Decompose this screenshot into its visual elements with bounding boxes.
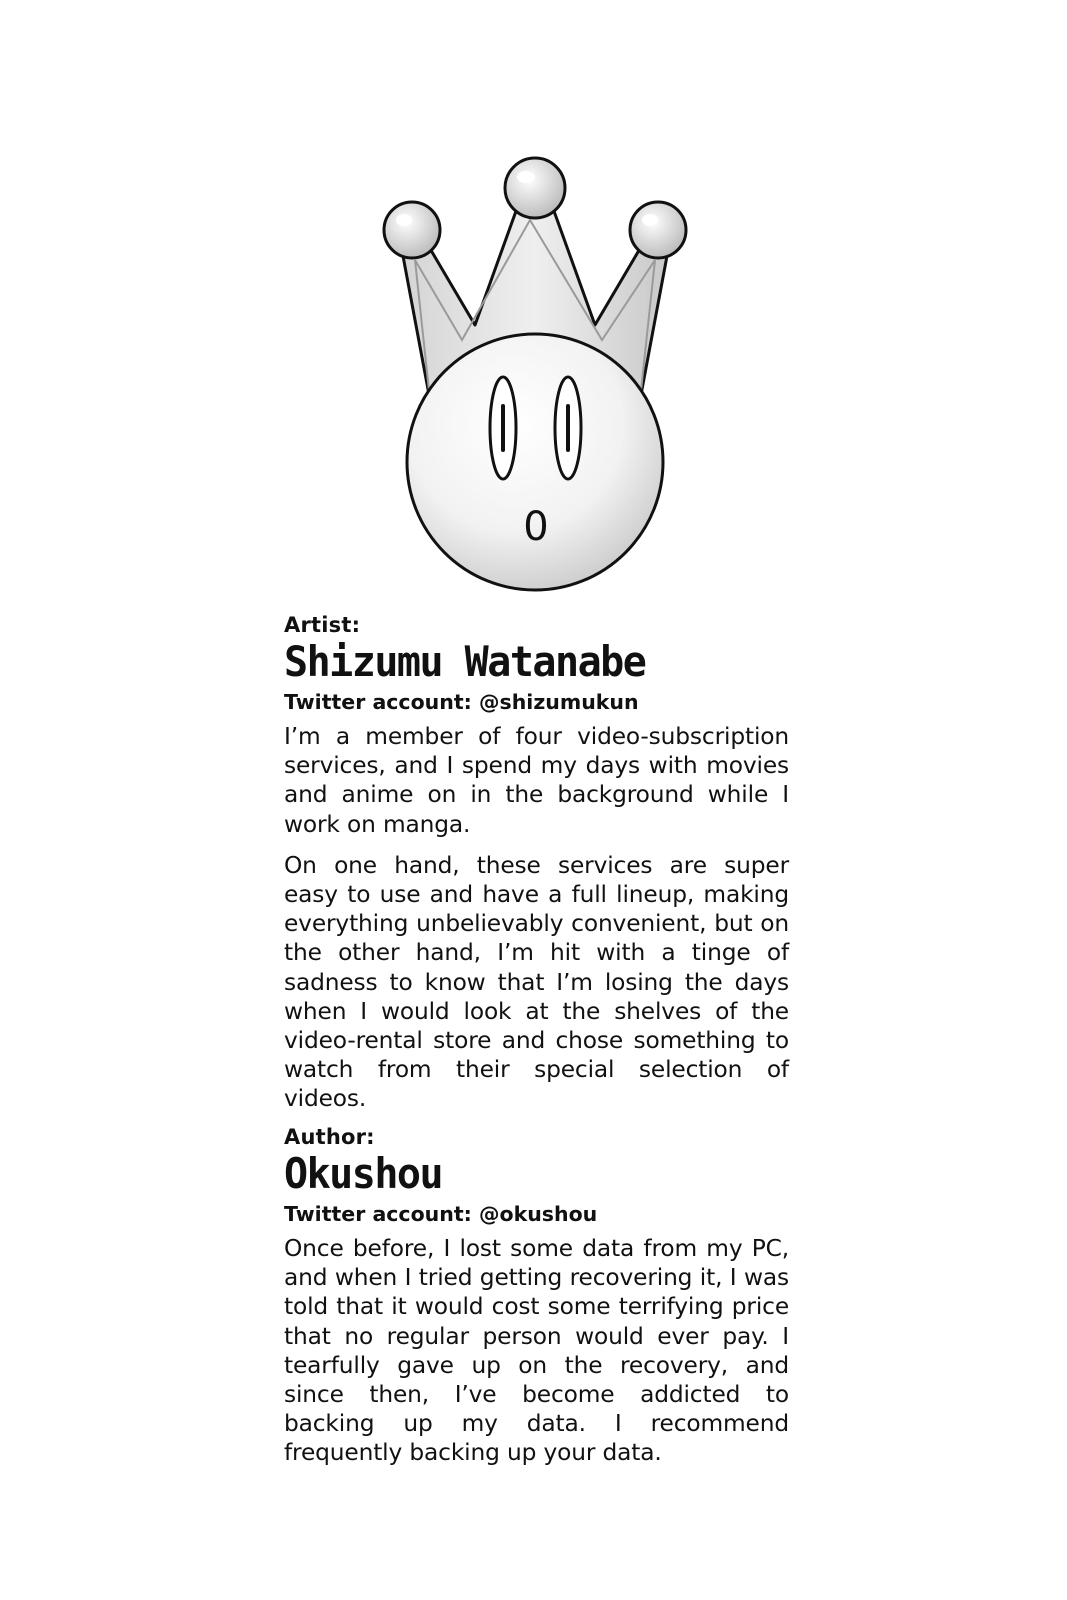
artist-paragraph: On one hand, these services are super easy to use and have a full lineup, making everything unbelievably convenient, but on the other hand, I’m hit with a tinge of sadness to know that I’m losing the days when I would look at the shelves of the video-rental store and chose something to watch from their special selection of videos. bbox=[284, 851, 789, 1113]
artist-name: Shizumu Watanabe bbox=[284, 638, 646, 687]
artist-paragraph: I’m a member of four video-subscription services, and I spend my days with movies and anime on in the background while I work on manga. bbox=[284, 723, 789, 838]
author-section bbox=[284, 1124, 789, 1480]
mascot-mouth: 0 bbox=[523, 504, 549, 550]
author-name: Okushou bbox=[284, 1150, 443, 1199]
artist-section bbox=[284, 612, 789, 1126]
author-twitter-account: Twitter account: @okushou bbox=[284, 1202, 598, 1226]
artist-twitter-account: Twitter account: @shizumukun bbox=[284, 690, 639, 714]
crowned-mascot-icon bbox=[370, 150, 700, 600]
author-paragraph: Once before, I lost some data from my PC, and when I tried getting recovering it, I was told that it would cost some terrifying price that no regular person would ever pay. I tearfully gave up on the recovery, and since then, I’ve become addicted to backing up my data. I recommend frequently backing up your data. bbox=[284, 1235, 789, 1467]
face-icon bbox=[407, 334, 663, 590]
author-role-label: Author: bbox=[284, 1125, 375, 1149]
artist-role-label: Artist: bbox=[284, 613, 361, 637]
